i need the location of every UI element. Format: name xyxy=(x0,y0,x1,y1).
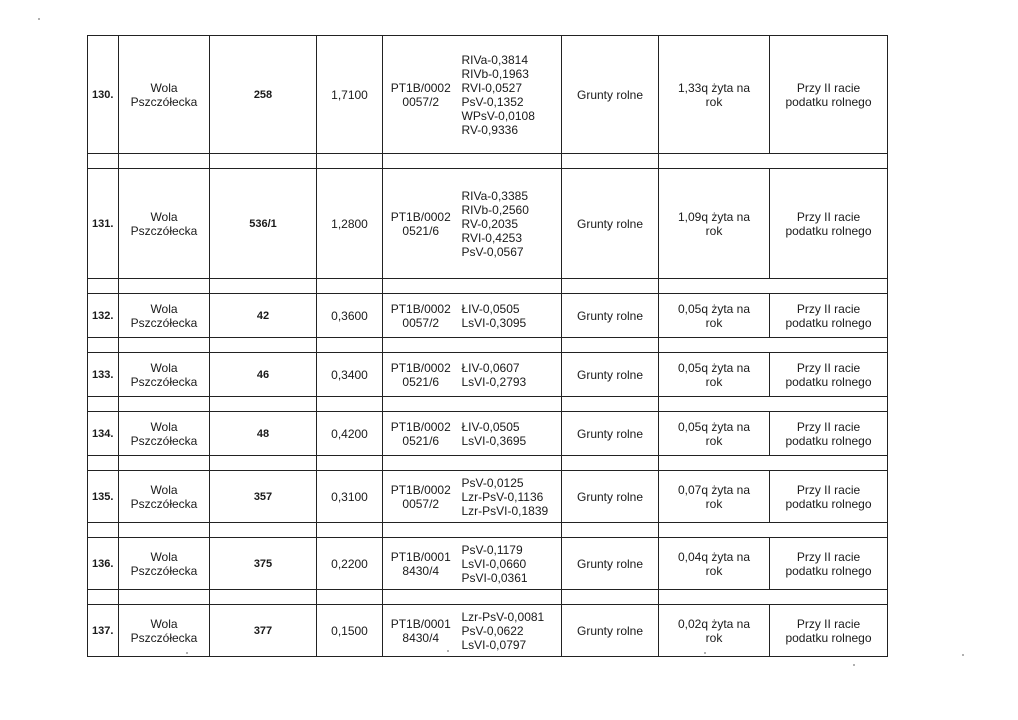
locality-cell-line: Wola xyxy=(150,419,178,434)
row-spacer xyxy=(88,456,888,471)
soil-class-cell-line: LsVI-0,2793 xyxy=(461,374,527,389)
rent-cell xyxy=(659,471,770,523)
soil-class-cell xyxy=(459,538,562,590)
row-spacer xyxy=(88,590,888,605)
rent-cell-line: 0,07q żyta na xyxy=(677,482,751,497)
payment-cell-line: podatku rolnego xyxy=(785,433,872,448)
payment-cell xyxy=(770,605,888,657)
land-register-cell xyxy=(383,471,459,523)
land-register-cell-line: 0521/6 xyxy=(402,433,440,448)
locality-cell-line: Wola xyxy=(150,80,178,95)
land-use-cell: Grunty rolne xyxy=(562,169,659,279)
land-register-cell-line: PT1B/0002 xyxy=(390,301,451,316)
soil-class-cell xyxy=(459,471,562,523)
soil-class-cell-line: WPsV-0,0108 xyxy=(461,108,535,123)
soil-class-cell-line: RIVa-0,3385 xyxy=(461,188,528,203)
land-register-cell-line: 0057/2 xyxy=(402,496,440,511)
land-register-cell-line: 8430/4 xyxy=(402,563,440,578)
payment-cell xyxy=(770,169,888,279)
rent-cell-line: 1,33q żyta na xyxy=(677,80,751,95)
locality-cell-line: Wola xyxy=(150,482,178,497)
row-number: 135. xyxy=(88,471,119,523)
rent-cell xyxy=(659,169,770,279)
land-use-cell: Grunty rolne xyxy=(562,538,659,590)
rent-cell-line: rok xyxy=(705,223,723,238)
soil-class-cell xyxy=(459,36,562,154)
soil-class-cell-line: RV-0,9336 xyxy=(461,122,518,137)
land-register-cell-line: PT1B/0002 xyxy=(390,482,451,497)
locality-cell xyxy=(119,353,210,397)
land-register-cell-line: 8430/4 xyxy=(402,630,440,645)
row-spacer xyxy=(88,338,888,353)
table-row xyxy=(88,412,888,456)
locality-cell-line: Pszczółecka xyxy=(130,496,198,511)
land-register-cell xyxy=(383,294,459,338)
land-use-cell: Grunty rolne xyxy=(562,353,659,397)
payment-cell-line: Przy II racie xyxy=(796,549,861,564)
land-register-cell-line: 0057/2 xyxy=(402,315,440,330)
payment-cell-line: podatku rolnego xyxy=(785,374,872,389)
payment-cell-line: podatku rolnego xyxy=(785,94,872,109)
locality-cell-line: Pszczółecka xyxy=(130,630,198,645)
soil-class-cell-line: RIVb-0,2560 xyxy=(461,202,529,217)
land-register-cell-line: 0521/6 xyxy=(402,374,440,389)
locality-cell xyxy=(119,605,210,657)
rent-cell-line: rok xyxy=(705,374,723,389)
payment-cell-line: podatku rolnego xyxy=(785,496,872,511)
row-number: 136. xyxy=(88,538,119,590)
plot-number-cell: 42 xyxy=(210,294,317,338)
payment-cell xyxy=(770,353,888,397)
rent-cell xyxy=(659,605,770,657)
plot-number-cell: 377 xyxy=(210,605,317,657)
plot-number-cell: 258 xyxy=(210,36,317,154)
area-cell: 0,1500 xyxy=(317,605,383,657)
row-number: 130. xyxy=(88,36,119,154)
rent-cell xyxy=(659,36,770,154)
land-use-cell: Grunty rolne xyxy=(562,294,659,338)
plot-number-cell: 536/1 xyxy=(210,169,317,279)
payment-cell xyxy=(770,36,888,154)
locality-cell-line: Wola xyxy=(150,209,178,224)
rent-cell-line: 1,09q żyta na xyxy=(677,209,751,224)
land-register-cell-line: 0057/2 xyxy=(402,94,440,109)
soil-class-cell-line: ŁIV-0,0607 xyxy=(461,360,520,375)
soil-class-cell-line: PsV-0,0125 xyxy=(461,475,524,490)
soil-class-cell-line: LsVI-0,3695 xyxy=(461,433,527,448)
land-use-cell: Grunty rolne xyxy=(562,471,659,523)
payment-cell-line: podatku rolnego xyxy=(785,223,872,238)
plot-number-cell: 375 xyxy=(210,538,317,590)
rent-cell-line: rok xyxy=(705,630,723,645)
table-row xyxy=(88,353,888,397)
locality-cell-line: Wola xyxy=(150,549,178,564)
row-number: 132. xyxy=(88,294,119,338)
locality-cell-line: Pszczółecka xyxy=(130,374,198,389)
soil-class-cell-line: PsV-0,0567 xyxy=(461,244,524,259)
plot-number-cell: 46 xyxy=(210,353,317,397)
soil-class-cell xyxy=(459,294,562,338)
table-row xyxy=(88,36,888,154)
soil-class-cell xyxy=(459,412,562,456)
locality-cell-line: Wola xyxy=(150,360,178,375)
area-cell: 0,3100 xyxy=(317,471,383,523)
soil-class-cell-line: LsVI-0,3095 xyxy=(461,315,527,330)
payment-cell xyxy=(770,538,888,590)
area-cell: 0,4200 xyxy=(317,412,383,456)
rent-cell-line: 0,05q żyta na xyxy=(677,360,751,375)
soil-class-cell-line: LsVI-0,0797 xyxy=(461,637,527,652)
payment-cell xyxy=(770,294,888,338)
payment-cell xyxy=(770,412,888,456)
soil-class-cell-line: PsV-0,1352 xyxy=(461,94,524,109)
rent-cell-line: rok xyxy=(705,496,723,511)
locality-cell-line: Wola xyxy=(150,301,178,316)
payment-cell-line: Przy II racie xyxy=(796,80,861,95)
payment-cell-line: Przy II racie xyxy=(796,301,861,316)
locality-cell-line: Pszczółecka xyxy=(130,433,198,448)
soil-class-cell-line: Lzr-PsVI-0,1839 xyxy=(461,503,549,518)
payment-cell-line: Przy II racie xyxy=(796,419,861,434)
soil-class-cell-line: RV-0,2035 xyxy=(461,216,518,231)
locality-cell-line: Pszczółecka xyxy=(130,315,198,330)
soil-class-cell-line: Lzr-PsV-0,0081 xyxy=(461,609,545,624)
area-cell: 1,7100 xyxy=(317,36,383,154)
rent-cell xyxy=(659,412,770,456)
land-register-cell-line: PT1B/0002 xyxy=(390,209,451,224)
plot-number-cell: 48 xyxy=(210,412,317,456)
row-number: 137. xyxy=(88,605,119,657)
rent-cell-line: rok xyxy=(705,563,723,578)
land-register-cell-line: PT1B/0002 xyxy=(390,360,451,375)
soil-class-cell-line: ŁIV-0,0505 xyxy=(461,419,520,434)
payment-cell-line: Przy II racie xyxy=(796,482,861,497)
locality-cell xyxy=(119,412,210,456)
payment-cell xyxy=(770,471,888,523)
locality-cell xyxy=(119,538,210,590)
soil-class-cell-line: PsV-0,0622 xyxy=(461,623,524,638)
soil-class-cell-line: RVI-0,0527 xyxy=(461,80,522,95)
locality-cell-line: Pszczółecka xyxy=(130,563,198,578)
table-row xyxy=(88,471,888,523)
rent-cell xyxy=(659,353,770,397)
soil-class-cell-line: RVI-0,4253 xyxy=(461,230,522,245)
rent-cell-line: rok xyxy=(705,315,723,330)
rent-cell-line: rok xyxy=(705,433,723,448)
locality-cell xyxy=(119,169,210,279)
rent-cell-line: rok xyxy=(705,94,723,109)
locality-cell xyxy=(119,36,210,154)
locality-cell xyxy=(119,471,210,523)
land-register-cell xyxy=(383,538,459,590)
table-row xyxy=(88,169,888,279)
plot-number-cell: 357 xyxy=(210,471,317,523)
soil-class-cell-line: PsV-0,1179 xyxy=(461,542,523,557)
land-register-cell xyxy=(383,412,459,456)
rent-cell-line: 0,04q żyta na xyxy=(677,549,751,564)
locality-cell xyxy=(119,294,210,338)
land-register-cell-line: PT1B/0002 xyxy=(390,80,451,95)
area-cell: 0,3600 xyxy=(317,294,383,338)
land-register-cell-line: PT1B/0001 xyxy=(390,549,451,564)
soil-class-cell xyxy=(459,353,562,397)
soil-class-cell-line: RIVa-0,3814 xyxy=(461,52,528,67)
land-register-cell-line: 0521/6 xyxy=(402,223,440,238)
area-cell: 0,2200 xyxy=(317,538,383,590)
row-spacer xyxy=(88,279,888,294)
rent-cell xyxy=(659,294,770,338)
payment-cell-line: podatku rolnego xyxy=(785,630,872,645)
land-use-cell: Grunty rolne xyxy=(562,605,659,657)
table-row xyxy=(88,538,888,590)
locality-cell-line: Wola xyxy=(150,616,178,631)
soil-class-cell-line: LsVI-0,0660 xyxy=(461,556,527,571)
area-cell: 0,3400 xyxy=(317,353,383,397)
row-number: 131. xyxy=(88,169,119,279)
soil-class-cell-line: ŁIV-0,0505 xyxy=(461,301,520,316)
table-row xyxy=(88,605,888,657)
land-register-cell xyxy=(383,169,459,279)
rent-cell-line: 0,02q żyta na xyxy=(677,616,751,631)
soil-class-cell-line: PsVI-0,0361 xyxy=(461,570,528,585)
land-use-cell: Grunty rolne xyxy=(562,36,659,154)
payment-cell-line: Przy II racie xyxy=(796,616,861,631)
land-register-cell-line: PT1B/0002 xyxy=(390,419,451,434)
rent-cell xyxy=(659,538,770,590)
soil-class-cell xyxy=(459,605,562,657)
table-row xyxy=(88,294,888,338)
payment-cell-line: podatku rolnego xyxy=(785,315,872,330)
payment-cell-line: Przy II racie xyxy=(796,209,861,224)
lease-table xyxy=(87,35,888,657)
payment-cell-line: podatku rolnego xyxy=(785,563,872,578)
land-register-cell-line: PT1B/0001 xyxy=(390,616,451,631)
row-spacer xyxy=(88,397,888,412)
rent-cell-line: 0,05q żyta na xyxy=(677,301,751,316)
row-number: 133. xyxy=(88,353,119,397)
land-use-cell: Grunty rolne xyxy=(562,412,659,456)
row-spacer xyxy=(88,154,888,169)
soil-class-cell-line: RIVb-0,1963 xyxy=(461,66,529,81)
locality-cell-line: Pszczółecka xyxy=(130,223,198,238)
area-cell: 1,2800 xyxy=(317,169,383,279)
row-number: 134. xyxy=(88,412,119,456)
soil-class-cell-line: Lzr-PsV-0,1136 xyxy=(461,489,544,504)
locality-cell-line: Pszczółecka xyxy=(130,94,198,109)
land-register-cell xyxy=(383,36,459,154)
land-register-cell xyxy=(383,353,459,397)
row-spacer xyxy=(88,523,888,538)
soil-class-cell xyxy=(459,169,562,279)
land-register-cell xyxy=(383,605,459,657)
payment-cell-line: Przy II racie xyxy=(796,360,861,375)
rent-cell-line: 0,05q żyta na xyxy=(677,419,751,434)
